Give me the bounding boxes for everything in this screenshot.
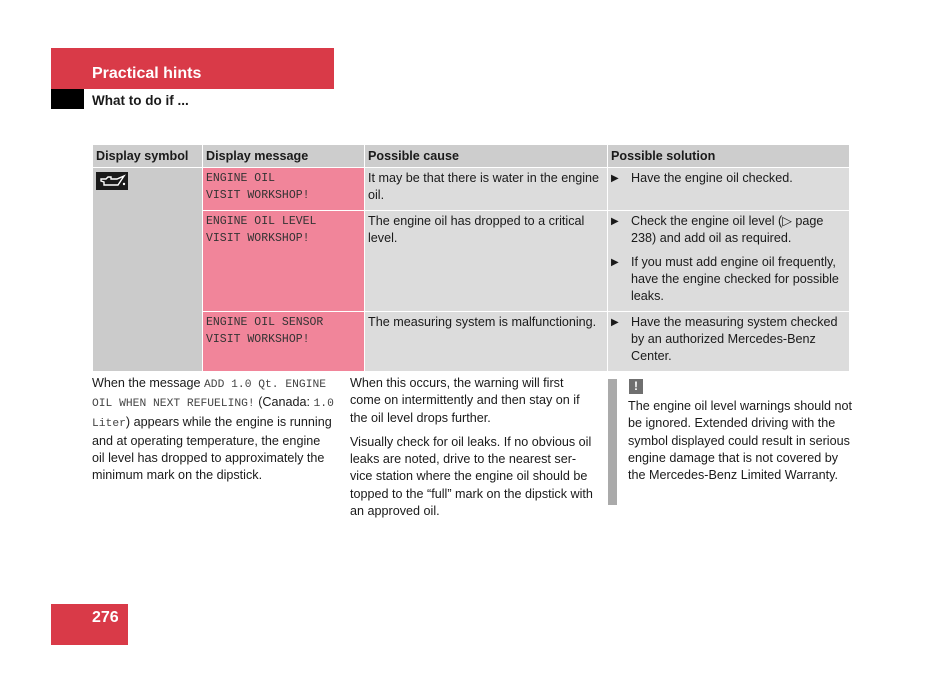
oil-can-icon <box>96 172 128 190</box>
solution-text: Have the measuring system checked by an authorized Mercedes-Benz Center. <box>631 315 838 363</box>
arrow-right-icon: ▶ <box>611 216 619 227</box>
display-message: ENGINE OIL LEVEL VISIT WORKSHOP! <box>203 210 364 311</box>
solution-item <box>611 314 846 365</box>
possible-cause: It may be that there is water in the engine oil. <box>365 167 607 210</box>
solution-text: Check the engine oil level (▷ page 238) and add oil as required. <box>631 214 824 245</box>
arrow-right-icon: ▶ <box>611 317 619 328</box>
header-possible-solution: Possible solution <box>608 145 849 167</box>
solution-item <box>611 170 846 187</box>
page-number: 276 <box>92 609 119 626</box>
display-message: ENGINE OIL VISIT WORKSHOP! <box>203 167 364 210</box>
possible-cause: The measuring system is malfunctioning. <box>365 311 607 371</box>
display-message-inline: 1.0 Liter <box>92 398 334 430</box>
possible-solution <box>608 311 849 371</box>
header-possible-cause: Possible cause <box>365 145 607 167</box>
solution-text: Have the engine oil checked. <box>631 171 793 185</box>
header-display-symbol: Display symbol <box>93 145 202 167</box>
display-message: ENGINE OIL SENSOR VISIT WORKSHOP! <box>203 311 364 371</box>
possible-solution <box>608 167 849 210</box>
arrow-right-icon: ▶ <box>611 173 619 184</box>
solution-item <box>611 254 846 305</box>
subsection-marker <box>51 89 84 109</box>
subsection-title: What to do if ... <box>92 93 189 108</box>
header-display-message: Display message <box>203 145 364 167</box>
display-message-inline: ADD 1.0 Qt. ENGINE OIL WHEN NEXT REFUELING! <box>92 379 327 411</box>
body-paragraph: When this occurs, the warning will first come on intermittently and then stay on if the oil level drops further. <box>350 376 580 425</box>
table-row <box>93 311 849 371</box>
body-column-1 <box>92 375 334 492</box>
possible-solution <box>608 210 849 311</box>
body-paragraph: When the message ADD 1.0 Qt. ENGINE OIL WHEN NEXT REFUELING! (Canada: 1.0 Liter) appears while the engine is running and at operating temperature, the engine oil level has dropped to approximately the minimum mark on the dipstick. <box>92 376 334 483</box>
table-row <box>93 210 849 311</box>
warning-text: The engine oil level warnings should not be ignored. Extended driving with the symbol displayed could result in serious engine damage that is not covered by the Mercedes-Benz Limited Warranty. <box>628 399 853 483</box>
display-message-table <box>92 145 850 371</box>
warning-side-bar <box>608 379 617 505</box>
warning-icon: ! <box>629 379 643 394</box>
table-row <box>93 167 849 210</box>
section-title: Practical hints <box>92 65 202 82</box>
solution-text: If you must add engine oil frequently, have the engine checked for possible leaks. <box>631 255 839 303</box>
arrow-right-icon: ▶ <box>611 257 619 268</box>
possible-cause: The engine oil has dropped to a critical level. <box>365 210 607 311</box>
display-symbol-cell <box>93 167 202 371</box>
body-column-2 <box>350 375 595 527</box>
solution-item <box>611 213 846 247</box>
body-paragraph: Visually check for oil leaks. If no obvious oil leaks are noted, drive to the nearest ser-vice station where the engine oil should be topped to the “full” mark on the dipstick with an approved oil. <box>350 434 593 519</box>
